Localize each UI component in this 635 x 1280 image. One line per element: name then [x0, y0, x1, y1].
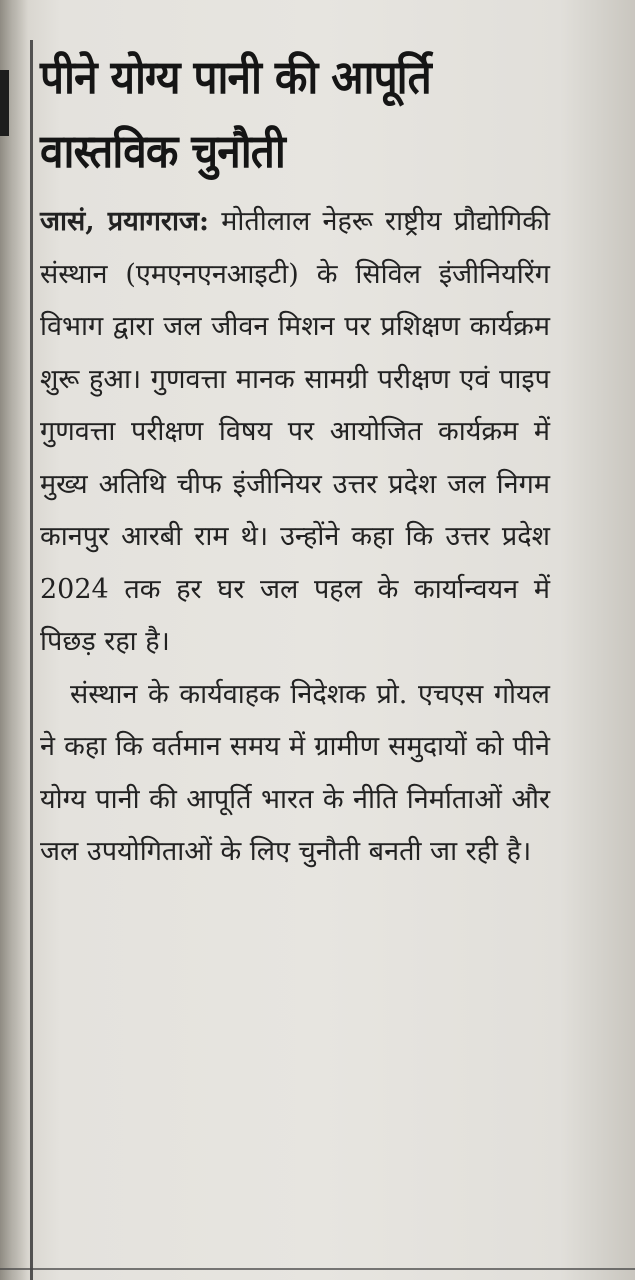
headline-line-2: वास्तविक चुनौती	[40, 124, 285, 178]
article-body	[40, 196, 550, 879]
headline	[40, 40, 552, 188]
headline-line-1: पीने योग्य पानी की आपूर्ति	[40, 50, 431, 104]
dateline: जासं, प्रयागराज:	[40, 206, 209, 237]
news-article	[40, 40, 550, 879]
paragraph-1-text: मोतीलाल नेहरू राष्ट्रीय प्रौद्योगिकी संस्थान (एमएनएनआइटी) के सिविल इंजीनियरिंग विभाग द्वारा जल जीवन मिशन पर प्रशिक्षण कार्यक्रम शुरू हुआ। गुणवत्ता मानक सामग्री परीक्षण एवं पाइप गुणवत्ता परीक्षण विषय पर आयोजित कार्यक्रम में मुख्य अतिथि चीफ इंजीनियर उत्तर प्रदेश जल निगम कानपुर आरबी राम थे। उन्होंने कहा कि उत्तर प्रदेश 2024 तक हर घर जल पहल के कार्यान्वयन में पिछड़ रहा है।	[40, 206, 550, 657]
page-fold-shadow	[0, 0, 28, 1280]
paragraph-2: संस्थान के कार्यवाहक निदेशक प्रो. एचएस गोयल ने कहा कि वर्तमान समय में ग्रामीण समुदायों को पीने योग्य पानी की आपूर्ति भारत के नीति निर्माताओं और जल उपयोगिताओं के लिए चुनौती बनती जा रही है।	[40, 678, 550, 867]
bottom-rule	[0, 1268, 635, 1270]
adjacent-column-fragment	[0, 70, 9, 136]
paragraph-1	[40, 196, 550, 669]
column-rule	[30, 40, 33, 1280]
